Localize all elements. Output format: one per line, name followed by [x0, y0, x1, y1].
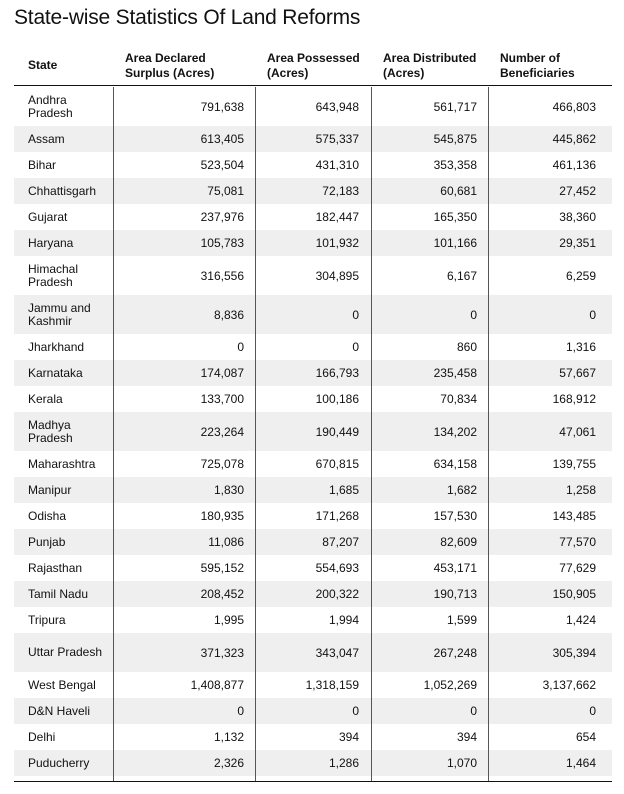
area-distributed-cell: 101,166	[433, 236, 477, 250]
state-cell: Tamil Nadu	[28, 586, 89, 601]
table-body	[14, 87, 612, 776]
table-row	[14, 230, 612, 256]
table-row	[14, 698, 612, 724]
number-of-beneficiaries-cell: 654	[575, 730, 596, 744]
area-possessed-cell: 1,994	[328, 613, 359, 627]
area-possessed-cell: 343,047	[315, 645, 359, 660]
area-distributed-cell: 82,609	[440, 535, 477, 549]
area-declared-surplus-cell: 316,556	[200, 268, 244, 283]
state-cell: West Bengal	[28, 677, 96, 692]
area-declared-surplus-cell: 223,264	[200, 424, 244, 439]
state-cell: Odisha	[28, 508, 67, 523]
table-row	[14, 386, 612, 412]
area-distributed-cell: 634,158	[433, 457, 477, 471]
area-distributed-cell: 267,248	[433, 645, 477, 660]
table-row	[14, 178, 612, 204]
table-row	[14, 412, 612, 451]
state-cell: Delhi	[28, 729, 56, 744]
area-possessed-cell: 200,322	[315, 587, 359, 601]
state-cell: Jammu and Kashmir	[28, 300, 91, 328]
number-of-beneficiaries-cell: 1,258	[565, 483, 596, 497]
area-possessed-cell: 1,685	[328, 483, 359, 497]
area-declared-surplus-cell: 2,326	[213, 756, 244, 770]
area-distributed-cell: 6,167	[446, 268, 477, 283]
area-possessed-cell: 304,895	[315, 268, 359, 283]
area-possessed-cell: 171,268	[315, 509, 359, 523]
state-cell: Kerala	[28, 391, 63, 406]
area-distributed-cell: 394	[456, 730, 477, 744]
area-declared-surplus-cell: 791,638	[200, 99, 244, 114]
area-declared-surplus-cell: 1,995	[213, 613, 244, 627]
number-of-beneficiaries-cell: 143,485	[552, 509, 596, 523]
area-distributed-cell: 1,599	[446, 613, 477, 627]
column-header-number-of-beneficiaries: Number of Beneficiaries	[500, 50, 575, 80]
area-distributed-cell: 0	[470, 307, 477, 322]
column-divider	[488, 87, 489, 781]
state-cell: Maharashtra	[28, 456, 96, 471]
number-of-beneficiaries-cell: 150,905	[552, 587, 596, 601]
area-possessed-cell: 554,693	[315, 561, 359, 575]
state-cell: Andhra Pradesh	[28, 92, 73, 120]
area-declared-surplus-cell: 1,132	[213, 730, 244, 744]
table-row	[14, 360, 612, 386]
area-declared-surplus-cell: 133,700	[200, 392, 244, 406]
table-row	[14, 295, 612, 334]
state-cell: Chhattisgarh	[28, 183, 97, 198]
column-header-state: State	[28, 58, 58, 72]
state-cell: Assam	[28, 131, 65, 146]
area-declared-surplus-cell: 725,078	[200, 457, 244, 471]
column-header-area-possessed: Area Possessed (Acres)	[267, 50, 360, 80]
state-cell: Himachal Pradesh	[28, 261, 79, 289]
area-distributed-cell: 70,834	[440, 392, 477, 406]
area-declared-surplus-cell: 0	[237, 340, 244, 354]
table-row	[14, 607, 612, 633]
number-of-beneficiaries-cell: 305,394	[552, 645, 596, 660]
column-divider	[255, 87, 256, 781]
number-of-beneficiaries-cell: 57,667	[559, 366, 596, 380]
number-of-beneficiaries-cell: 445,862	[552, 132, 596, 146]
table-row	[14, 451, 612, 477]
table-row	[14, 724, 612, 750]
area-distributed-cell: 0	[470, 704, 477, 718]
area-distributed-cell: 1,682	[446, 483, 477, 497]
table-row	[14, 750, 612, 776]
area-distributed-cell: 157,530	[433, 509, 477, 523]
area-distributed-cell: 453,171	[433, 561, 477, 575]
area-distributed-cell: 1,052,269	[423, 678, 477, 692]
header-divider	[14, 85, 612, 86]
area-possessed-cell: 0	[352, 340, 359, 354]
table-row	[14, 581, 612, 607]
area-declared-surplus-cell: 371,323	[200, 645, 244, 660]
area-distributed-cell: 60,681	[440, 184, 477, 198]
area-possessed-cell: 1,318,159	[305, 678, 359, 692]
area-declared-surplus-cell: 174,087	[200, 366, 244, 380]
table-row	[14, 334, 612, 360]
number-of-beneficiaries-cell: 461,136	[552, 158, 596, 172]
area-distributed-cell: 134,202	[433, 424, 477, 439]
table-row	[14, 672, 612, 698]
column-header-area-declared-surplus: Area Declared Surplus (Acres)	[125, 50, 215, 80]
area-distributed-cell: 235,458	[433, 366, 477, 380]
number-of-beneficiaries-cell: 47,061	[559, 424, 596, 439]
area-distributed-cell: 561,717	[433, 99, 477, 114]
state-cell: Karnataka	[28, 365, 83, 380]
area-possessed-cell: 182,447	[315, 210, 359, 224]
table-row	[14, 152, 612, 178]
state-cell: Tripura	[28, 612, 66, 627]
table-row	[14, 503, 612, 529]
area-declared-surplus-cell: 1,408,877	[190, 678, 244, 692]
state-cell: Bihar	[28, 157, 57, 172]
area-possessed-cell: 431,310	[315, 158, 359, 172]
area-distributed-cell: 860	[456, 340, 477, 354]
state-cell: D&N Haveli	[28, 703, 91, 718]
table-row	[14, 126, 612, 152]
area-distributed-cell: 1,070	[446, 756, 477, 770]
column-header-area-distributed: Area Distributed (Acres)	[383, 50, 477, 80]
area-declared-surplus-cell: 0	[237, 704, 244, 718]
area-declared-surplus-cell: 613,405	[200, 132, 244, 146]
area-possessed-cell: 575,337	[315, 132, 359, 146]
table-row	[14, 529, 612, 555]
number-of-beneficiaries-cell: 38,360	[559, 210, 596, 224]
number-of-beneficiaries-cell: 1,424	[565, 613, 596, 627]
area-declared-surplus-cell: 180,935	[200, 509, 244, 523]
area-declared-surplus-cell: 75,081	[207, 184, 244, 198]
area-distributed-cell: 545,875	[433, 132, 477, 146]
area-possessed-cell: 87,207	[322, 535, 359, 549]
state-cell: Rajasthan	[28, 560, 83, 575]
area-possessed-cell: 670,815	[315, 457, 359, 471]
table-row	[14, 477, 612, 503]
table-row	[14, 555, 612, 581]
area-possessed-cell: 0	[352, 307, 359, 322]
area-declared-surplus-cell: 1,830	[213, 483, 244, 497]
area-distributed-cell: 165,350	[433, 210, 477, 224]
area-possessed-cell: 1,286	[328, 756, 359, 770]
state-cell: Gujarat	[28, 209, 68, 224]
state-cell: Madhya Pradesh	[28, 417, 73, 445]
area-possessed-cell: 0	[352, 704, 359, 718]
table-row	[14, 204, 612, 230]
area-possessed-cell: 643,948	[315, 99, 359, 114]
state-cell: Haryana	[28, 235, 74, 250]
number-of-beneficiaries-cell: 168,912	[552, 392, 596, 406]
number-of-beneficiaries-cell: 139,755	[552, 457, 596, 471]
page-title: State-wise Statistics Of Land Reforms	[14, 6, 361, 29]
area-possessed-cell: 166,793	[315, 366, 359, 380]
area-declared-surplus-cell: 105,783	[200, 236, 244, 250]
area-possessed-cell: 394	[338, 730, 359, 744]
number-of-beneficiaries-cell: 6,259	[565, 268, 596, 283]
area-declared-surplus-cell: 237,976	[200, 210, 244, 224]
area-declared-surplus-cell: 208,452	[200, 587, 244, 601]
area-possessed-cell: 101,932	[315, 236, 359, 250]
area-declared-surplus-cell: 523,504	[200, 158, 244, 172]
area-possessed-cell: 190,449	[315, 424, 359, 439]
state-cell: Jharkhand	[28, 339, 85, 354]
area-declared-surplus-cell: 11,086	[208, 535, 244, 549]
state-cell: Uttar Pradesh	[28, 645, 103, 659]
state-cell: Puducherry	[28, 755, 90, 770]
column-divider	[113, 87, 114, 781]
area-possessed-cell: 72,183	[322, 184, 359, 198]
number-of-beneficiaries-cell: 27,452	[559, 184, 596, 198]
table-bottom-border	[14, 781, 612, 782]
state-cell: Punjab	[28, 534, 66, 549]
number-of-beneficiaries-cell: 0	[589, 704, 596, 718]
area-distributed-cell: 353,358	[433, 158, 477, 172]
column-divider	[371, 87, 372, 781]
number-of-beneficiaries-cell: 29,351	[559, 236, 596, 250]
number-of-beneficiaries-cell: 1,316	[565, 340, 596, 354]
number-of-beneficiaries-cell: 77,629	[559, 561, 596, 575]
area-declared-surplus-cell: 8,836	[213, 307, 244, 322]
table-row	[14, 256, 612, 295]
table-row	[14, 633, 612, 672]
number-of-beneficiaries-cell: 466,803	[552, 99, 596, 114]
area-distributed-cell: 190,713	[433, 587, 477, 601]
state-cell: Manipur	[28, 482, 72, 497]
area-possessed-cell: 100,186	[315, 392, 359, 406]
number-of-beneficiaries-cell: 0	[589, 307, 596, 322]
number-of-beneficiaries-cell: 77,570	[559, 535, 596, 549]
number-of-beneficiaries-cell: 1,464	[565, 756, 596, 770]
area-declared-surplus-cell: 595,152	[200, 561, 244, 575]
number-of-beneficiaries-cell: 3,137,662	[542, 678, 596, 692]
table-row	[14, 87, 612, 126]
